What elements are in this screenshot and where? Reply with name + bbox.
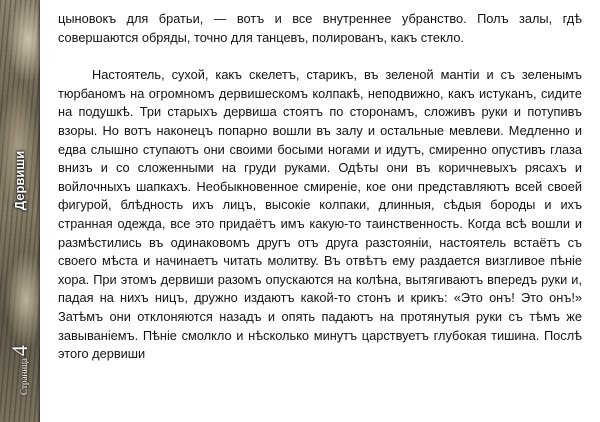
- paragraph-2: Настоятель, сухой, какъ скелетъ, старикъ, въ зеленой мантіи и съ зеленымъ тюрбаномъ на огромномъ дервишескомъ колпакѣ, неподвижно, какъ истуканъ, сидите на подушкѣ. Три старыхъ дервиша стоятъ по сторонамъ, сложивъ руки и потупивъ взоры. Но вотъ наконецъ попарно вошли въ залу и остальные мевлеви. Медленно и едва слышно ступаютъ они своими босыми ногами и идутъ, смиренно опустивъ глаза внизъ и со сложенными на груди руками. Одѣты они въ коричневыхъ рясахъ и войлочныхъ шапкахъ. Необыкновенное смиреніе, кое они представляютъ всей своей фигурой, блѣдность ихъ лицъ, высокіе колпаки, длинныя, сѣдыя бороды и ихъ странная одежда, все это придаётъ имъ какую-то таинственность. Когда всѣ вошли и размѣстились въ одинаковомъ другъ отъ друга разстояніи, настоятель встаётъ съ своего мѣста и начинаетъ читать молитву. Въ отвѣтъ ему раздается визгливое пѣніе хора. При этомъ дервиши разомъ опускаются на колѣна, вытягиваютъ впередъ руки и, падая на нихъ ницъ, дружно издаютъ какой-то стонъ и крикъ: «Это онъ! Это онъ!» Затѣмъ они отклоняются назадъ и опять падаютъ на протянутыя руки съ тѣмъ же завываніемъ. Пѣніе смолкло и нѣсколько минутъ царствуетъ глубокая тишина. Послѣ этого дервиши: [58, 67, 582, 362]
- section-title-text: Дервиши: [12, 150, 28, 210]
- sidebar-image: [0, 0, 40, 422]
- document-body: [58, 10, 582, 364]
- section-title: [2, 140, 38, 220]
- page-number-group: [7, 345, 33, 395]
- page-word: Страница: [19, 358, 29, 395]
- page-number-label: [2, 328, 38, 412]
- page-number: 4: [7, 345, 32, 357]
- paragraph-1: цыновокъ для братьи, — вотъ и все внутреннее убранство. Полъ залы, гдѣ совершаются обряды, точно для танцевъ, полированъ, какъ стекло.: [58, 11, 582, 45]
